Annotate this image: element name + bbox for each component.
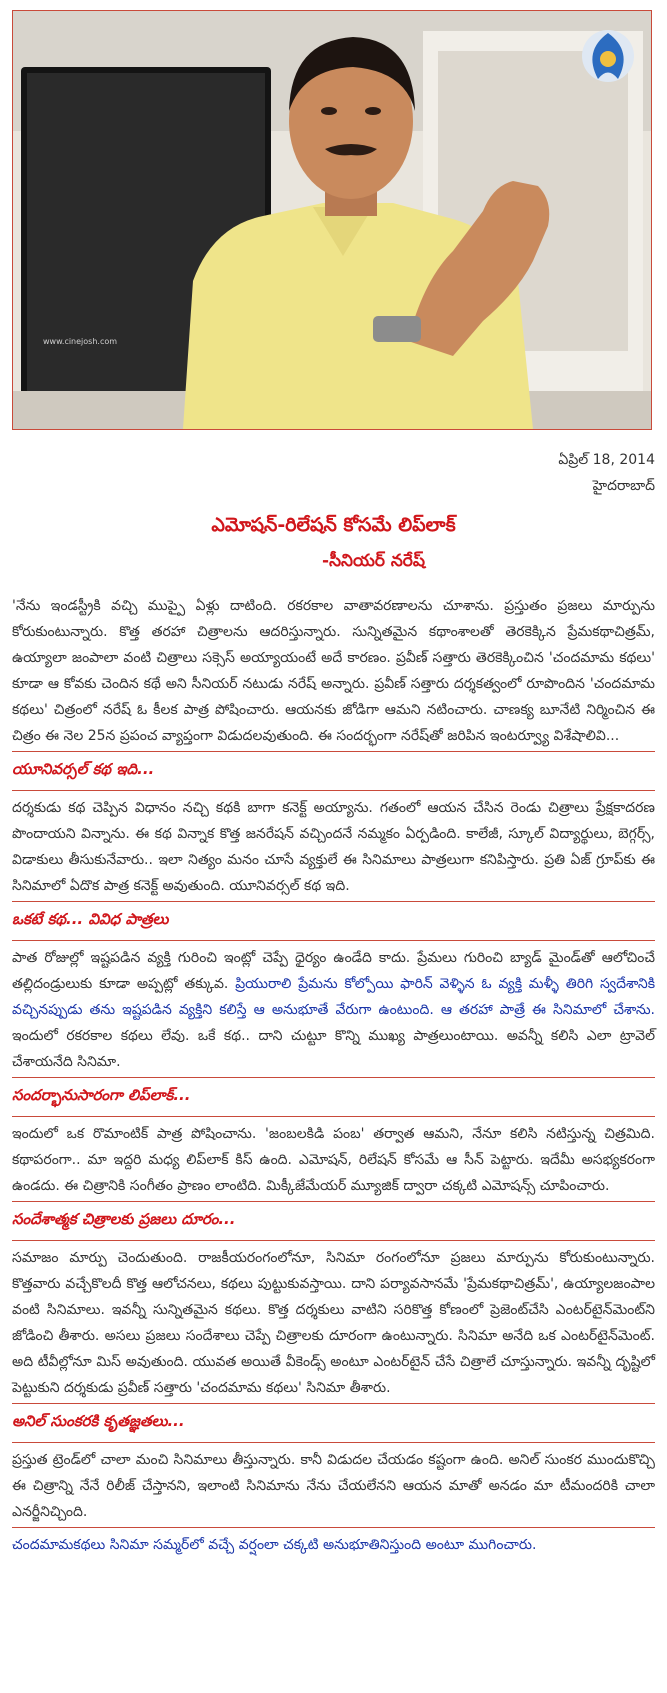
- section-heading: సందర్భానుసారంగా లిప్‌లాక్...: [12, 1086, 191, 1104]
- section-divider: [12, 901, 655, 902]
- section-heading: యూనివర్సల్ కథ ఇది...: [12, 760, 155, 778]
- article: [12, 500, 655, 1558]
- section-divider: [12, 1240, 655, 1241]
- closing-line: చందమామకథలు సినిమా సమ్మర్‌లో వచ్చే వర్షంలా చక్కటి అనుభూతినిస్తుంది అంటూ ముగించారు.: [12, 1537, 537, 1553]
- dateline: [558, 447, 655, 499]
- section-heading: ఒకటే కథ... వివిధ పాత్రలు: [12, 910, 169, 928]
- actor-photo-illustration: [13, 11, 651, 429]
- wristwatch: [373, 316, 421, 342]
- section-body: [12, 945, 655, 1075]
- section-divider: [12, 1201, 655, 1202]
- section-body: సమాజం మార్పు చెందుతుంది. రాజకీయరంగంలోనూ, సినిమా రంగంలోనూ ప్రజలు మార్పును కోరుకుంటున్నారు. కొత్తవారు వచ్చేకొలదీ కొత్త ఆలోచనలు, కథలు పుట్టుకువస్తాయి. దాని పర్యావసానమే 'ప్రేమకథాచిత్రమ్', ఉయ్యాలజంపాల వంటి సినిమాలు. ఇవన్నీ సున్నితమైన కథలు. కొత్త దర్శకులు వాటిని సరికొత్త కోణంలో ప్రెజెంట్‌చేసి ఎంటర్‌టైన్‌మెంట్‌ని జోడించి తీశారు. అసలు ప్రజలు సందేశాలు చెప్పే చిత్రాలకు దూరంగా ఉంటున్నారు. సినిమా అనేది ఒక ఎంటర్‌టైన్‌మెంట్. అది టీవీల్లోనూ మిస్ అవుతుంది. యువత అయితే వీకెండ్స్ అంటూ ఎంటర్‌టైన్ చేసే చిత్రాలే చూస్తున్నారు. ఇవన్నీ దృష్టిలో పెట్టుకుని దర్శకుడు ప్రవీణ్ సత్తారు 'చందమామ కథలు' సినిమా తీశారు.: [12, 1250, 655, 1396]
- section-divider: [12, 751, 655, 752]
- section-heading: అనిల్ సుంకరకి కృతజ్ఞతలు...: [12, 1412, 185, 1430]
- section-divider: [12, 1077, 655, 1078]
- section-text: పాత రోజుల్లో ఇష్టపడిన వ్యక్తి గురించి ఇంట్లో చెప్పే ధైర్యం ఉండేది కాదు. ప్రేమలు గురించి బ్యాడ్ మైండ్‌తో ఆలోచించే తల్లిదండ్రులుకు కూడా అప్పట్లో తక్కువ.: [12, 950, 655, 992]
- highlighted-text: ప్రియురాలి ప్రేమను కోల్పోయి ఫారిన్ వెళ్ళిన ఓ వ్యక్తి మళ్ళీ తిరిగి స్వదేశానికి వచ్చినప్పుడు తను ఇష్టపడిన వ్యక్తిని కలిస్తే ఆ అనుభూతే వేరుగా ఉంటుంది. ఆ తరహా పాత్రే ఈ సినిమాలో చేశాను.: [12, 976, 655, 1018]
- section-divider: [12, 940, 655, 941]
- section-divider: [12, 1403, 655, 1404]
- publisher-logo: [582, 30, 634, 82]
- section-body: ఇందులో ఒక రొమాంటిక్ పాత్ర పోషించాను. 'జంబలకిడి పంబ' తర్వాత ఆమని, నేనూ కలిసి నటిస్తున్న చిత్రమిది. కథాపరంగా.. మా ఇద్దరి మధ్య లిప్‌లాక్ కిస్ ఉంది. ఎమోషన్, రిలేషన్ కోసమే ఆ సీన్ పెట్టారు. ఇదేమీ అసభ్యకరంగా ఉండదు. ఈ చిత్రానికి సంగీతం ప్రాణం లాంటిది. మిక్కీజేమేయర్ మ్యూజిక్ ద్వారా చక్కటి ఎమోషన్స్ చూపించారు.: [12, 1126, 655, 1194]
- intro-paragraph: 'నేను ఇండస్ట్రీకి వచ్చి ముప్పై ఏళ్లు దాటింది. రకరకాల వాతావరణాలను చూశాను. ప్రస్తుతం ప్రజలు మార్పును కోరుకుంటున్నారు. కొత్త తరహా చిత్రాలను ఆదరిస్తున్నారు. సున్నితమైన కథాంశాలతో తెరకెక్కిన ప్రేమకథాచిత్రమ్, ఉయ్యాలా జంపాలా వంటి చిత్రాలు సక్సెస్ అయ్యాయంటే అదే కారణం. ప్రవీణ్ సత్తారు తెరకెక్కించిన 'చందమామ కథలు' కూడా ఆ కోవకు చెందిన కథే అని సీనియర్ నటుడు నరేష్ అన్నారు. ప్రవీణ్ సత్తారు దర్శకత్వంలో రూపొందిన 'చందమామ కథలు' చిత్రంలో నరేష్ ఓ కీలక పాత్ర పోషించారు. ఆయనకు జోడిగా ఆమని నటించారు. చాణక్య బూనేటి నిర్మించిన ఈ చిత్రం ఈ నెల 25న ప్రపంచ వ్యాప్తంగా విడుదలవుతుంది. ఈ సందర్భంగా నరేష్‌తో జరిపిన ఇంటర్వ్యూ విశేషాలివి...: [12, 598, 655, 744]
- article-byline: -సీనియర్ నరేష్: [322, 551, 425, 571]
- section-divider: [12, 1527, 655, 1528]
- section-divider: [12, 790, 655, 791]
- hero-photo: [12, 10, 652, 430]
- section-divider: [12, 1442, 655, 1443]
- section-heading: సందేశాత్మక చిత్రాలకు ప్రజలు దూరం...: [12, 1210, 236, 1228]
- photo-watermark: www.cinejosh.com: [43, 337, 118, 346]
- publish-date: ఏప్రిల్ 18, 2014: [558, 452, 655, 468]
- section-body: దర్శకుడు కథ చెప్పిన విధానం నచ్చి కథకి బాగా కనెక్ట్ అయ్యాను. గతంలో ఆయన చేసిన రెండు చిత్రాలు ప్రేక్షకాదరణ పొందాయని విన్నాను. ఈ కథ విన్నాక కొత్త జనరేషన్ వచ్చిందనే నమ్మకం ఏర్పడింది. కాలేజీ, స్కూల్ విద్యార్థులు, బెగ్గర్స్, విడాకులు తీసుకునేవారు.. ఇలా నిత్యం మనం చూసే వ్యక్తులే ఈ సినిమాలు పాత్రలుగా కనిపిస్తారు. ప్రతి ఏజ్ గ్రూప్‌కు ఈ సినిమాలో ఏదొక పాత్ర కనెక్ట్ అవుతుంది. యూనివర్సల్ కథ ఇది.: [12, 800, 655, 894]
- dateline-place: హైదరాబాద్: [592, 478, 655, 494]
- article-headline: ఎమోషన్-రిలేషన్ కోసమే లిప్‌లాక్: [211, 514, 456, 536]
- section-body: ప్రస్తుత ట్రెండ్‌లో చాలా మంచి సినిమాలు తీస్తున్నారు. కానీ విడుదల చేయడం కష్టంగా ఉంది. అనిల్ సుంకర ముందుకొచ్చి ఈ చిత్రాన్ని నేనే రిలీజ్ చేస్తానని, ఇలాంటి సినిమాను నేను చేయలేనని ఆయన మాతో అనడం మా టీమందరికి చాలా ఎనర్జీనిచ్చింది.: [12, 1452, 655, 1520]
- section-divider: [12, 1116, 655, 1117]
- section-text: ఇందులో రకరకాల కథలు లేవు. ఒకే కథ.. దాని చుట్టూ కొన్ని ముఖ్య పాత్రలుంటాయి. అవన్నీ కలిసి ఎలా ట్రావెల్ చేశాయనేది సినిమా.: [12, 1028, 655, 1070]
